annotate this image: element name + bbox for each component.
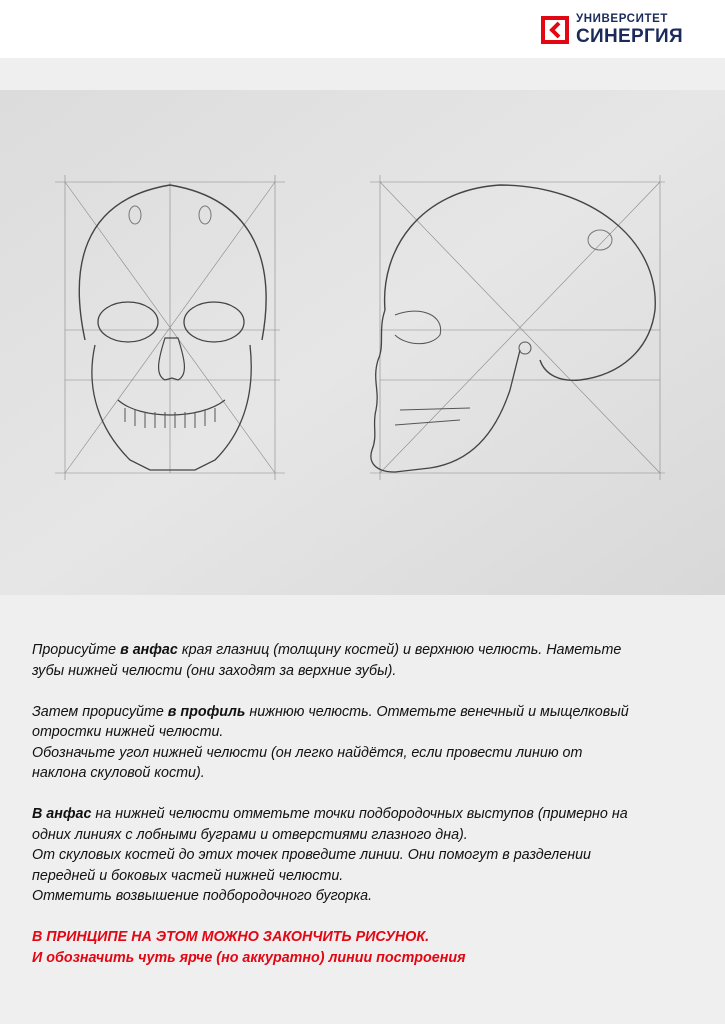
text-segment: нижнюю челюсть. Отметьте венечный и мыщелковый [245,703,629,720]
highlight-line: В ПРИНЦИПЕ НА ЭТОМ МОЖНО ЗАКОНЧИТЬ РИСУНОК. [32,929,430,945]
instructions-text [32,640,697,989]
skull-drawing-photo [0,90,725,595]
brand-logo [540,12,683,48]
text-segment: на нижней челюсти отметьте точки подбородочных выступов (примерно на [91,806,628,822]
text-line: одних линиях с лобными буграми и отверстиями глазного дна). [32,826,468,843]
text-line: наклона скуловой кости). [32,765,205,781]
text-line: передней и боковых частей нижней челюсти. [32,867,344,884]
text-line: От скуловых костей до этих точек проведите линии. Они помогут в разделении [32,847,591,863]
instruction-paragraph-2 [32,702,697,784]
emphasis-front-view: в анфас [120,642,178,658]
instruction-paragraph-4-highlight [32,927,697,968]
emphasis-profile-view: в профиль [167,703,246,720]
text-segment: края глазниц (толщину костей) и верхнюю челюсть. Наметьте [177,642,622,658]
brand-line1: УНИВЕРСИТЕТ [576,13,668,26]
instruction-paragraph-3 [32,804,697,907]
text-segment: Прорисуйте [32,642,121,658]
emphasis-front-view: В анфас [32,806,92,822]
text-line: зубы нижней челюсти (они заходят за верхние зубы). [32,662,397,679]
text-line: Отметить возвышение подбородочного бугорка. [32,888,373,904]
synergy-logo-icon [540,15,570,45]
page-header [0,0,725,58]
text-line: Обозначьте угол нижней челюсти (он легко найдётся, если провести линию от [32,744,583,761]
text-segment: Затем прорисуйте [32,703,168,720]
highlight-line: И обозначить чуть ярче (но аккуратно) линии построения [32,949,466,966]
instruction-paragraph-1 [32,640,697,681]
brand-line2: СИНЕРГИЯ [576,25,683,47]
text-line: отростки нижней челюсти. [32,724,224,740]
